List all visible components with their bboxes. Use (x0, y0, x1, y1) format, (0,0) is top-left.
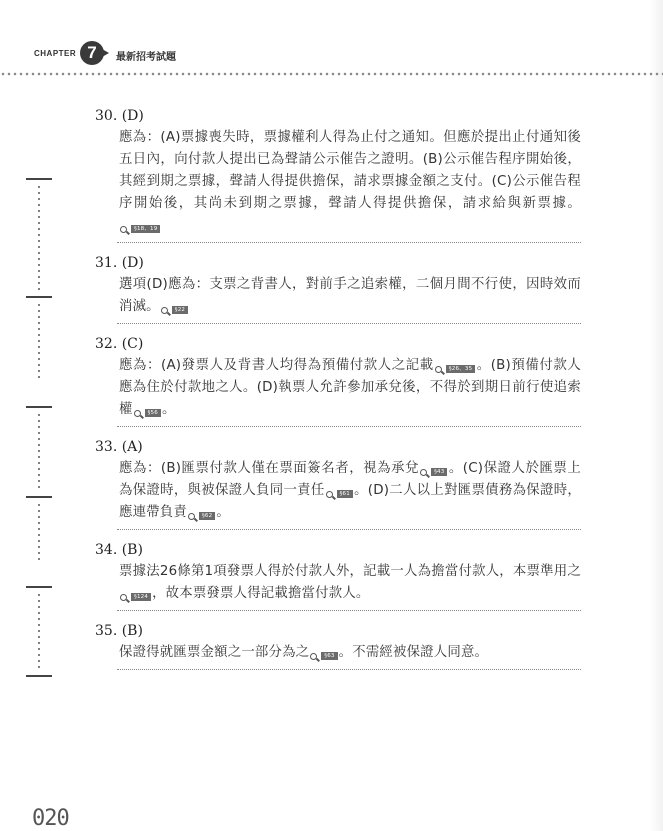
magnifier-icon (420, 469, 427, 476)
law-reference (326, 484, 353, 497)
margin-tick (26, 296, 52, 298)
reference-tag: §62 (199, 512, 215, 520)
explanation-text: 。 (216, 505, 230, 520)
explanation-text: 選項(D)應為：支票之背書人，對前手之追索權，二個月間不行使，因時效而消滅。 (119, 277, 581, 314)
answer-heading: 32. (C) (95, 336, 144, 352)
explanation-text: 。(D)二人以上對匯票債務為保證時，應連帶負責 (119, 483, 582, 520)
answer-heading: 35. (B) (95, 623, 143, 639)
explanation-text: 。不需經被保證人同意。 (338, 645, 489, 660)
chapter-label: CHAPTER (34, 49, 77, 58)
explanation-text: ，故本票發票人得記載擔當付款人。 (152, 586, 370, 601)
answer-item (95, 621, 581, 670)
reference-tag: §43 (431, 468, 447, 476)
answer-item (95, 334, 581, 427)
law-reference (310, 646, 337, 659)
answer-explanation (119, 458, 581, 524)
chapter-number-badge: 7 (80, 41, 104, 65)
margin-dots (38, 302, 40, 382)
magnifier-icon (161, 307, 168, 314)
answer-explanation (119, 274, 581, 318)
explanation-text: 。 (161, 402, 176, 417)
magnifier-icon (326, 491, 333, 498)
magnifier-icon (120, 226, 127, 233)
answer-explanation (119, 127, 581, 237)
margin-tick (26, 675, 52, 677)
answer-item (95, 106, 581, 243)
reference-tag: §18、19 (131, 225, 160, 233)
answer-item (95, 540, 581, 611)
margin-tick (26, 586, 52, 588)
page-edge-shadow (649, 0, 663, 831)
explanation-text: 票據法26條第1項發票人得於付款人外，記載一人為擔當付款人，本票準用之 (119, 564, 581, 579)
explanation-text: 。(B)預備付款人應為住於付款地之人。(D)執票人允許參加承兌後，不得於到期日前行使追索權 (119, 358, 581, 417)
reference-tag: §22 (172, 306, 188, 314)
margin-marks (26, 178, 56, 678)
page-number: 020 (32, 806, 69, 831)
reference-tag: §63 (321, 652, 337, 660)
dotted-separator (117, 668, 581, 670)
margin-dots (38, 184, 40, 294)
margin-dots (38, 502, 40, 562)
magnifier-icon (310, 653, 317, 660)
answer-item (95, 437, 581, 530)
answer-explanation (119, 355, 581, 421)
dotted-separator (117, 528, 581, 530)
explanation-text: 應為：(B)匯票付款人僅在票面簽名者，視為承兌 (119, 461, 420, 476)
magnifier-icon (435, 366, 442, 373)
magnifier-icon (120, 594, 127, 601)
answer-item (95, 253, 581, 324)
answer-heading: 30. (D) (95, 108, 144, 124)
chapter-title: 最新招考試題 (116, 52, 176, 63)
reference-tag: §124 (131, 593, 151, 601)
reference-tag: §61 (337, 490, 353, 498)
reference-tag: §56 (145, 409, 161, 417)
answer-explanation (119, 642, 581, 664)
header-dotted-rule (0, 72, 663, 76)
dotted-separator (117, 609, 581, 611)
margin-dots (38, 412, 40, 492)
magnifier-icon (134, 410, 141, 417)
margin-dots (38, 592, 40, 672)
law-reference (435, 359, 475, 372)
magnifier-icon (188, 513, 195, 520)
answer-heading: 31. (D) (95, 255, 144, 271)
page-header (0, 0, 663, 80)
explanation-text: 。(C)保證人於匯票上為保證時，與被保證人負同一責任 (119, 461, 582, 498)
margin-tick (26, 496, 52, 498)
answer-explanation (119, 561, 581, 605)
answer-heading: 33. (A) (95, 439, 143, 455)
law-reference (120, 219, 160, 232)
dotted-separator (117, 425, 581, 427)
law-reference (134, 403, 161, 416)
reference-tag: §26、35 (446, 365, 475, 373)
law-reference (120, 587, 151, 600)
law-reference (161, 300, 188, 313)
chapter-badge-arrow (102, 49, 109, 57)
law-reference (188, 506, 215, 519)
explanation-text: 應為：(A)發票人及背書人均得為預備付款人之記載 (119, 358, 434, 373)
margin-tick (26, 406, 52, 408)
law-reference (420, 462, 447, 475)
explanation-text: 保證得就匯票金額之一部分為之 (119, 645, 310, 660)
dotted-separator (117, 241, 581, 243)
dotted-separator (117, 322, 581, 324)
answer-heading: 34. (B) (95, 542, 143, 558)
explanation-text: 應為：(A)票據喪失時，票據權利人得為止付之通知。但應於提出止付通知後五日內，向付款人提出已為聲請公示催告之證明。(B)公示催告程序開始後，其經到期之票據，聲請人得提供擔保，請求票據金額之支付。(C)公示催告程序開始後，其尚未到期之票據，聲請人得提供擔保，請求給與新票據。 (119, 130, 581, 211)
answer-list (95, 106, 581, 680)
margin-tick (26, 178, 52, 180)
